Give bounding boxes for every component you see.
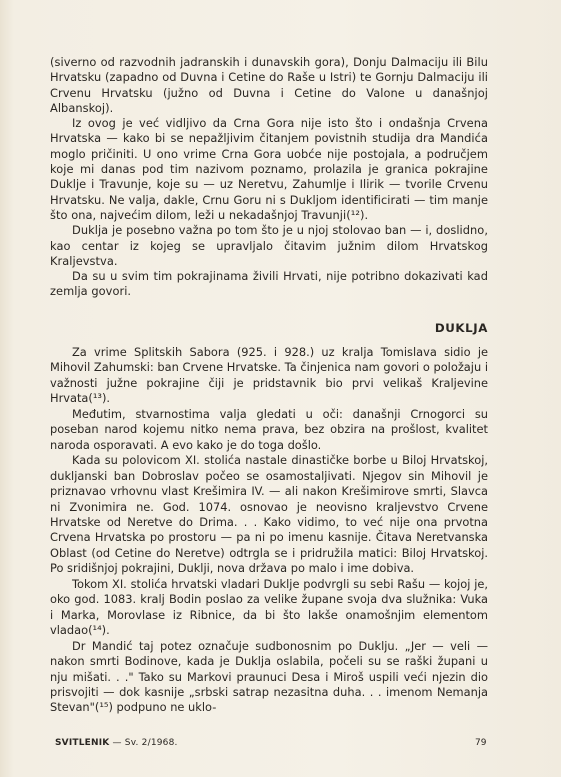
paragraph: (siverno od razvodnih jadranskih i dunavskih gora), Donju Dalmaciju ili Bilu Hrvatsku (zapadno od Duvna i Cetine do Raše u Istri) te Gornju Dalmaciju ili Crvenu Hrvatsku (južno od Duvna i Cetine do Valone u današnjoj Albanskoj). — [50, 55, 488, 115]
paragraph: Duklja je posebno važna po tom što je u njoj stolovao ban — i, doslidno, kao centar iz kojeg se upravljalo čitavim južnim dilom Hrvatskog Kraljevstva. — [50, 223, 488, 268]
body-text-top — [50, 55, 488, 300]
journal-issue: — Sv. 2/1968. — [112, 738, 178, 748]
body-text-bottom — [50, 345, 488, 716]
page-number: 79 — [475, 738, 487, 748]
paragraph: Dr Mandić taj potez označuje sudbonosnim po Duklju. „Jer — veli — nakon smrti Bodinove, kada je Duklja oslabila, počeli su se raški župani u nju mišati. . ." Tako su Markovi praunuci Desa i Miroš uspili veći njezin dio prisvojiti — dok kasnije „srbski satrap nezasitna duha. . . imenom Nemanja Stevan"(¹⁵) podpuno ne uklo- — [50, 638, 488, 715]
paragraph: Kada su polovicom XI. stolića nastale dinastičke borbe u Biloj Hrvatskoj, dukljanski ban Dobroslav počeo se osamostaljivati. Njegov sin Mihovil je priznavao vrhovnu vlast Krešimira IV. — ali nakon Krešimirove smrti, Slavca ni Zvonimira ne. God. 1074. osnovao je neovisno kraljevstvo Crvene Hrvatske od Neretve do Drima. . . Kako vidimo, to već nije ona prvotna Crvena Hrvatska po prostoru — pa ni po imenu kasnije. Čitava Neretvanska Oblast (od Cetine do Neretve) odtrgla se i pridružila matici: Biloj Hrvatskoj. Po sridišnjoj pokrajini, Duklji, nova država po malo i ime dobiva. — [50, 453, 488, 576]
paragraph: Iz ovog je već vidljivo da Crna Gora nije isto što i ondašnja Crvena Hrvatska — kako bi se nepažljivim čitanjem povistnih studija dra Mandića moglo pričiniti. U ono vrime Crna Gora uobće nije postojala, a područjem koje mi danas pod tim nazivom poznamo, prolazila je granica pokrajine Duklje i Travunje, koje su — uz Neretvu, Zahumlje i Ilirik — tvorile Crvenu Hrvatsku. Ne valja, dakle, Crnu Goru ni s Dukljom identificirati — tim manje što ona, najvećim dilom, leži u nekadašnjoj Travunji(¹²). — [50, 116, 488, 222]
section-heading: DUKLJA — [434, 321, 488, 335]
journal-name: SVITLENIK — [55, 738, 110, 748]
paragraph: Da su u svim tim pokrajinama živili Hrvati, nije potribno dokazivati kad zemlja govori. — [50, 269, 488, 299]
paragraph: Tokom XI. stolića hrvatski vladari Duklje podvrgli su sebi Rašu — kojoj je, oko god. 1083. kralj Bodin poslao za velike župane svoja dva služnika: Vuka i Marka, Morovlase iz Ribnice, da bi što lakše onamošnjim elementom vladao(¹⁴). — [50, 576, 488, 638]
paragraph: Za vrime Splitskih Sabora (925. i 928.) uz kralja Tomislava sidio je Mihovil Zahumski: ban Crvene Hrvatske. Ta činjenica nam govori o položaju i važnosti južne pokrajine čiji je pridstavnik bio prvi velikaš Kraljevine Hrvata(¹³). — [50, 345, 488, 406]
page-footer — [55, 738, 178, 748]
paragraph: Međutim, stvarnostima valja gledati u oči: današnji Crnogorci su poseban narod kojemu nitko nema prava, bez obzira na prošlost, kvalitet naroda osporavati. A evo kako je do toga došlo. — [50, 406, 488, 452]
